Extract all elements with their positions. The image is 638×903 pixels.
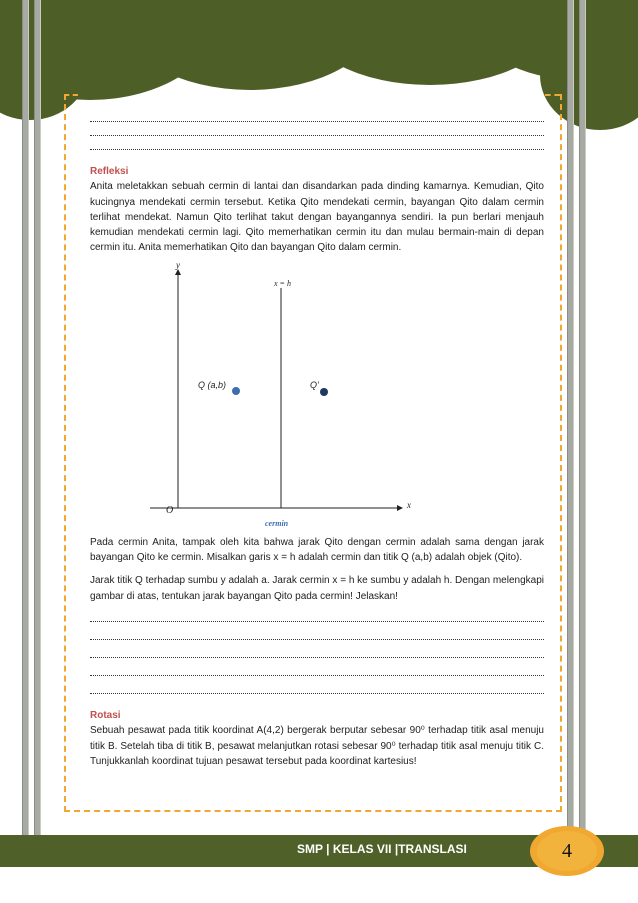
- rotasi-paragraph: Sebuah pesawat pada titik koordinat A(4,2) bergerak berputar sebesar 90⁰ terhadap titik asal menuju titik B. Setelah tiba di titik B, pesawat melanjutkan rotasi sebesar 90⁰ terhadap titik asal menuju titik C. Tunjukkanlah koordinat tujuan pesawat tersebut pada koordinat kartesius!: [90, 725, 544, 767]
- answer-line: [90, 108, 544, 122]
- answer-line: [90, 122, 544, 136]
- left-pole: [22, 0, 29, 838]
- refleksi-paragraph: Anita meletakkan sebuah cermin di lantai dan disandarkan pada dinding kamarnya. Kemudian, Qito kucingnya mendekati cermin tersebut. Ketika Qito mendekati cermin, bayangan Qito dalam cermin terlihat mendekat. Namun Qito terlihat takut dengan bayangannya sendiri. Ia pun berlari menjauh kemudian mendekati cermin lagi. Qito memerhatikan cermin itu dan mulau bermain-main di depan cermin itu. Anita memerhatikan Qito dan bayangan Qito dalam cermin.: [90, 181, 544, 254]
- answer-line: [90, 136, 544, 150]
- answer-line: [90, 662, 544, 676]
- graph-svg: [90, 258, 544, 533]
- footer-title: SMP | KELAS VII |TRANSLASI: [297, 842, 467, 856]
- point-q: [232, 387, 240, 395]
- right-pole-2: [579, 0, 586, 838]
- point-q-prime-label: Q’: [310, 379, 319, 390]
- right-pole: [567, 0, 574, 838]
- point-q-prime: [320, 388, 328, 396]
- frame-top-right: [545, 94, 560, 96]
- mirror-line-label: x = h: [274, 278, 291, 288]
- mirror-caption: cermin: [265, 518, 289, 528]
- refleksi-heading: Refleksi: [90, 166, 129, 177]
- x-axis-label: x: [407, 499, 411, 510]
- reflection-graph: [90, 258, 544, 533]
- answer-lines-mid: [90, 608, 544, 694]
- frame-top-left: [64, 94, 78, 96]
- answer-line: [90, 626, 544, 640]
- answer-line: [90, 680, 544, 694]
- y-axis-label: y: [176, 259, 180, 270]
- paragraph-2: Pada cermin Anita, tampak oleh kita bahwa jarak Qito dengan cermin adalah sama dengan jarak bayangan Qito ke cermin. Misalkan garis x = h adalah cermin dan titik Q (a,b) adalah objek (Qito).: [90, 536, 544, 564]
- page-content: [90, 108, 544, 769]
- answer-line: [90, 608, 544, 622]
- page-number: 4: [537, 831, 597, 871]
- rotasi-heading: Rotasi: [90, 709, 121, 721]
- answer-line: [90, 644, 544, 658]
- origin-label: O: [166, 504, 174, 516]
- left-pole-2: [34, 0, 41, 838]
- answer-lines-top: [90, 108, 544, 150]
- paragraph-3: Jarak titik Q terhadap sumbu y adalah a. Jarak cermin x = h ke sumbu y adalah h. Dengan melengkapi gambar di atas, tentukan jarak bayangan Qito pada cermin! Jelaskan!: [90, 575, 544, 602]
- point-q-label: Q (a,b): [198, 379, 227, 390]
